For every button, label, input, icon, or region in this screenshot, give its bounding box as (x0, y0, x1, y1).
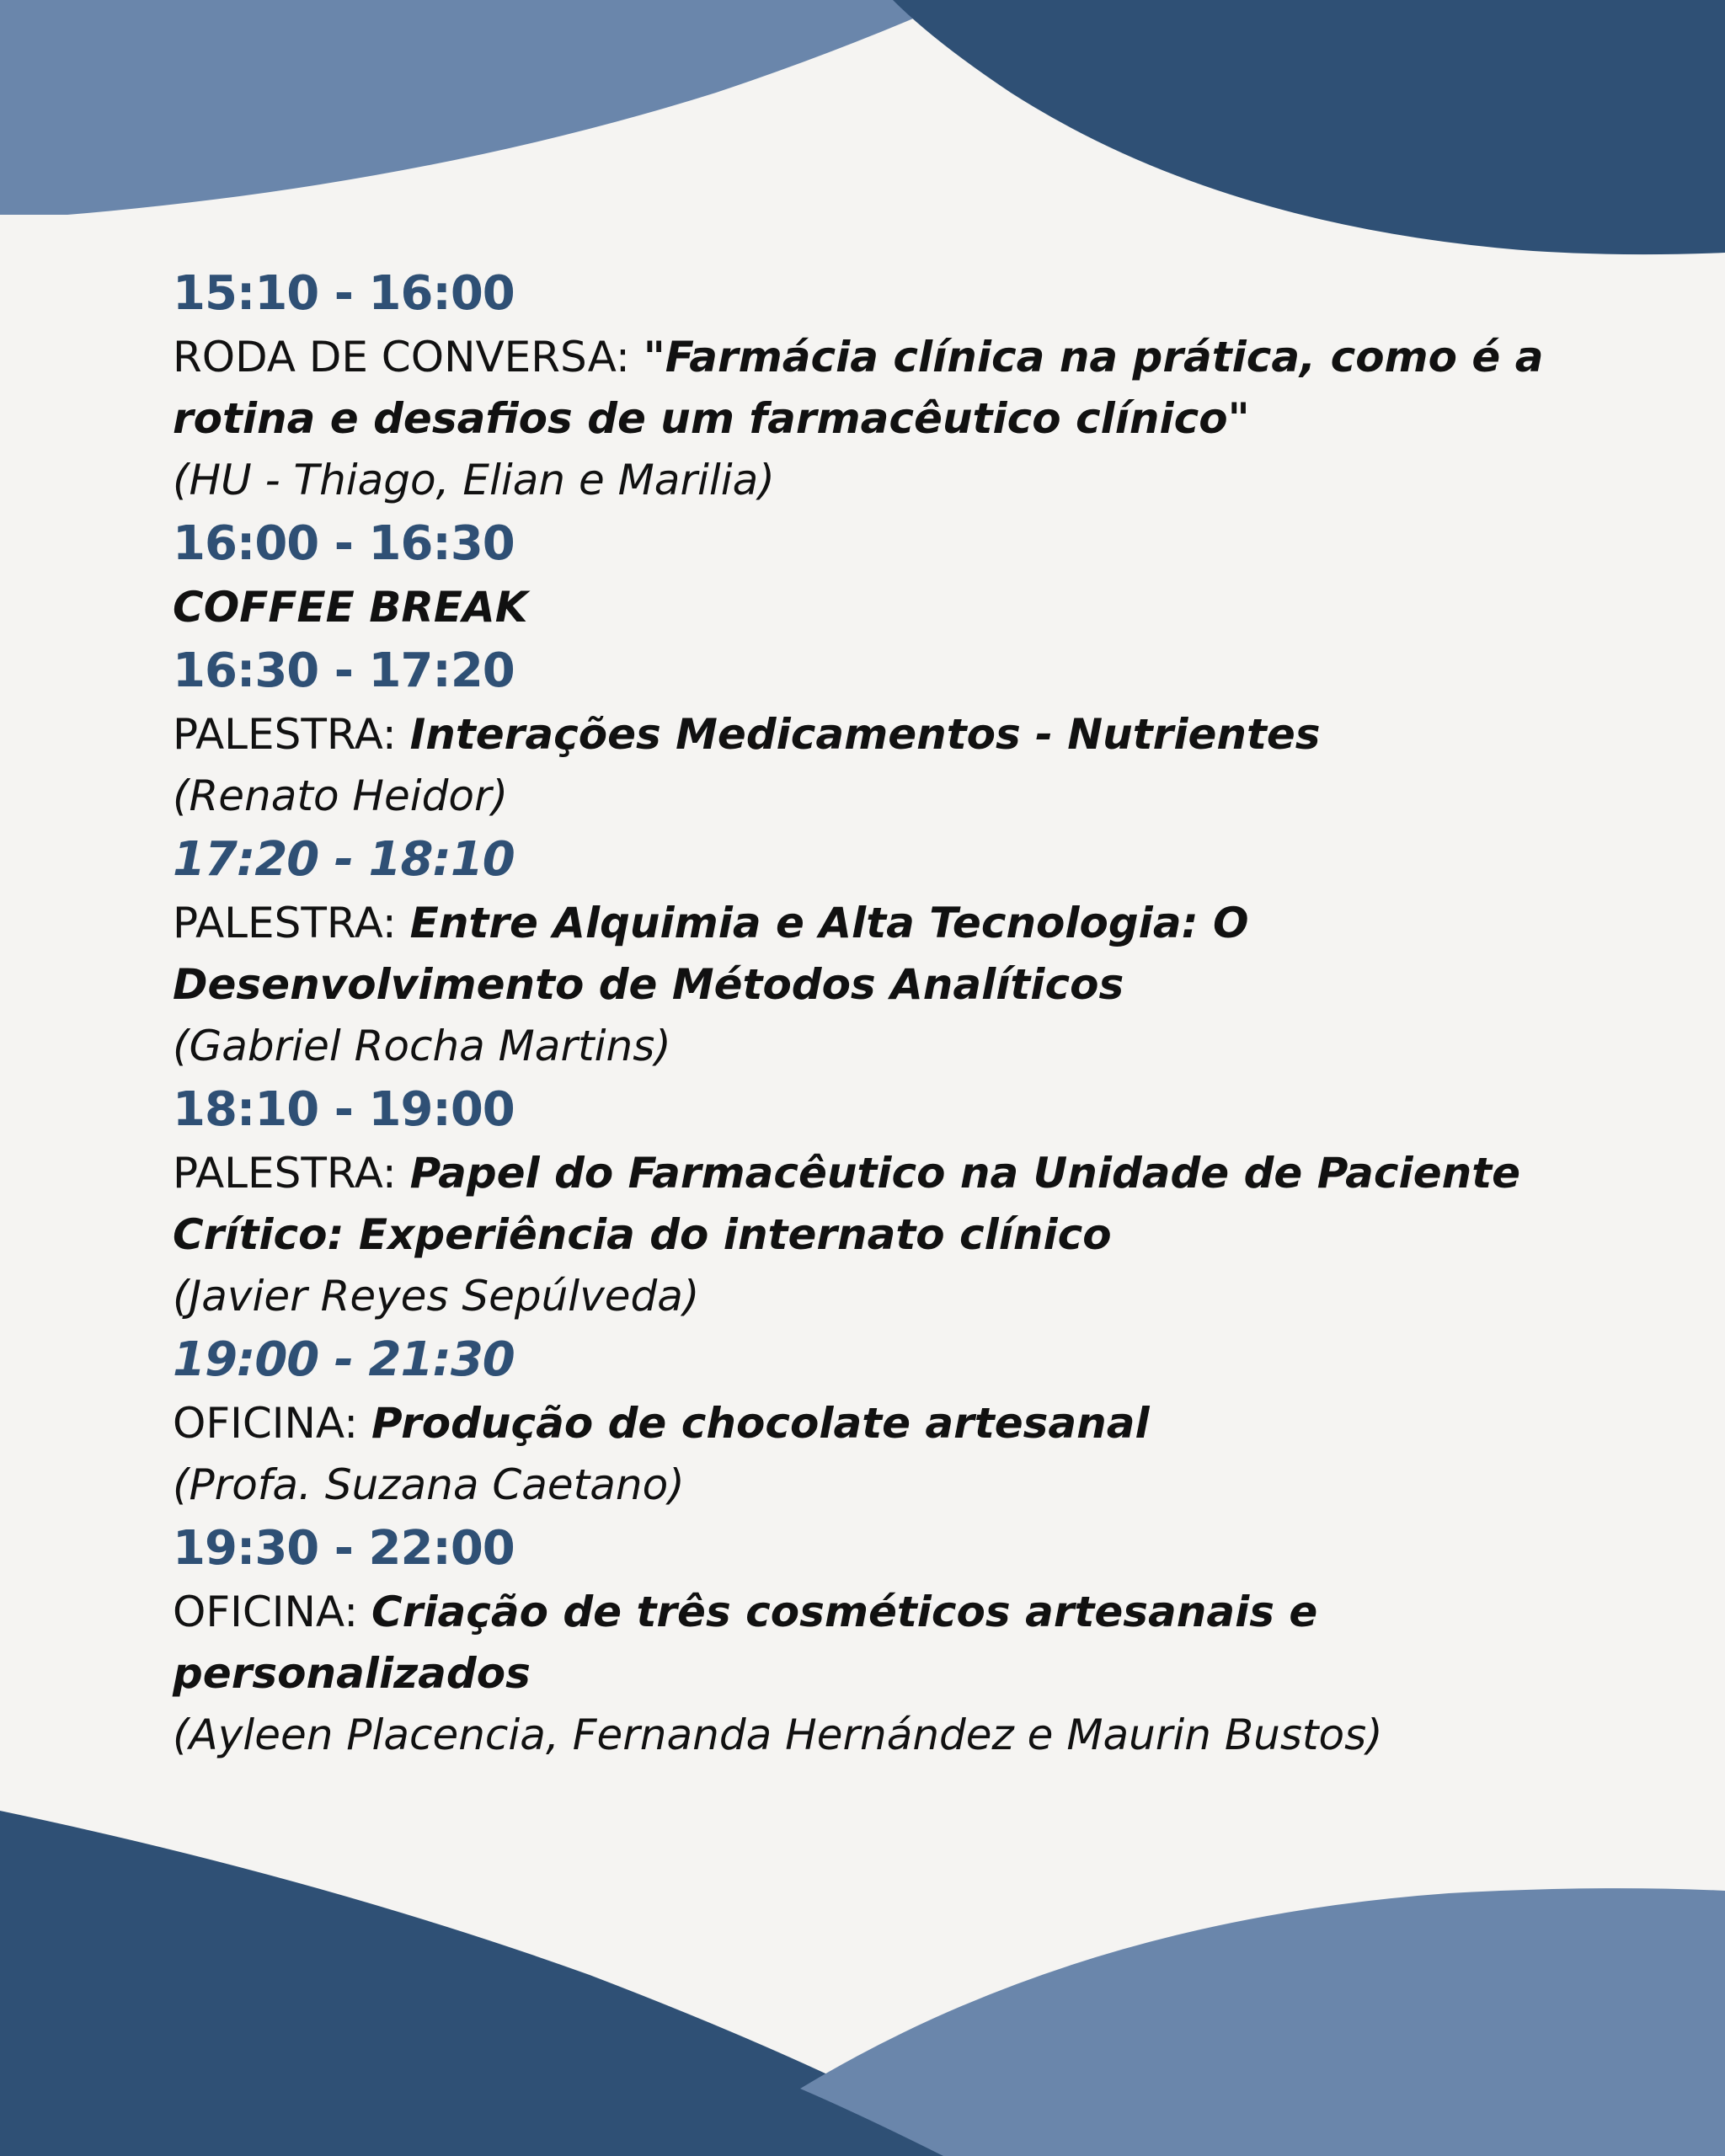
time-slot: 16:30 - 17:20 (173, 643, 515, 698)
session-type-label: PALESTRA: (173, 899, 410, 947)
time-slot: 19:30 - 22:00 (173, 1521, 515, 1576)
schedule-item (173, 638, 1621, 827)
speaker-names: (Profa. Suzana Caetano) (173, 1460, 685, 1509)
session-title (173, 1393, 1621, 1454)
speaker-names: (Gabriel Rocha Martins) (173, 1022, 671, 1070)
schedule-item (173, 1077, 1621, 1327)
schedule-item (173, 827, 1621, 1077)
session-type-label: PALESTRA: (173, 1149, 410, 1198)
session-title (173, 327, 1621, 450)
schedule-item (173, 1516, 1621, 1766)
speaker-names: (Javier Reyes Sepúlveda) (173, 1272, 700, 1321)
session-title (173, 893, 1621, 1016)
session-type-label: OFICINA: (173, 1588, 371, 1636)
session-title (173, 577, 1621, 638)
session-name: Papel do Farmacêutico na Unidade de Paciente Crítico: Experiência do internato clínico (173, 1149, 1521, 1259)
session-title (173, 704, 1621, 766)
speaker-names: (Ayleen Placencia, Fernanda Hernández e Maurin Bustos) (173, 1710, 1383, 1759)
session-type-label: OFICINA: (173, 1399, 371, 1448)
session-name: COFFEE BREAK (173, 583, 528, 632)
session-name: Entre Alquimia e Alta Tecnologia: O Desenvolvimento de Métodos Analíticos (173, 899, 1249, 1009)
schedule-item (173, 511, 1621, 638)
speaker-names: (Renato Heidor) (173, 771, 509, 820)
schedule-item (173, 1327, 1621, 1516)
session-name: Interações Medicamentos - Nutrientes (409, 710, 1321, 759)
speaker-names: (HU - Thiago, Elian e Marilia) (173, 456, 775, 504)
time-slot: 17:20 - 18:10 (173, 832, 515, 887)
session-type-label: PALESTRA: (173, 710, 410, 759)
time-slot: 19:00 - 21:30 (173, 1332, 515, 1387)
session-name: "Farmácia clínica na prática, como é a rotina e desafios de um farmacêutico clínico" (173, 333, 1544, 443)
time-slot: 15:10 - 16:00 (173, 266, 515, 321)
schedule-list (173, 261, 1621, 1766)
session-title (173, 1143, 1621, 1266)
session-name: Produção de chocolate artesanal (371, 1399, 1150, 1448)
time-slot: 18:10 - 19:00 (173, 1082, 515, 1137)
session-name: Criação de três cosméticos artesanais e personalizados (173, 1588, 1318, 1698)
bottom-right-wave (800, 1888, 1725, 2156)
time-slot: 16:00 - 16:30 (173, 516, 515, 571)
session-title (173, 1582, 1621, 1705)
schedule-item (173, 261, 1621, 511)
top-right-wave (893, 0, 1725, 254)
top-left-wave (0, 0, 956, 215)
session-type-label: RODA DE CONVERSA: (173, 333, 644, 382)
